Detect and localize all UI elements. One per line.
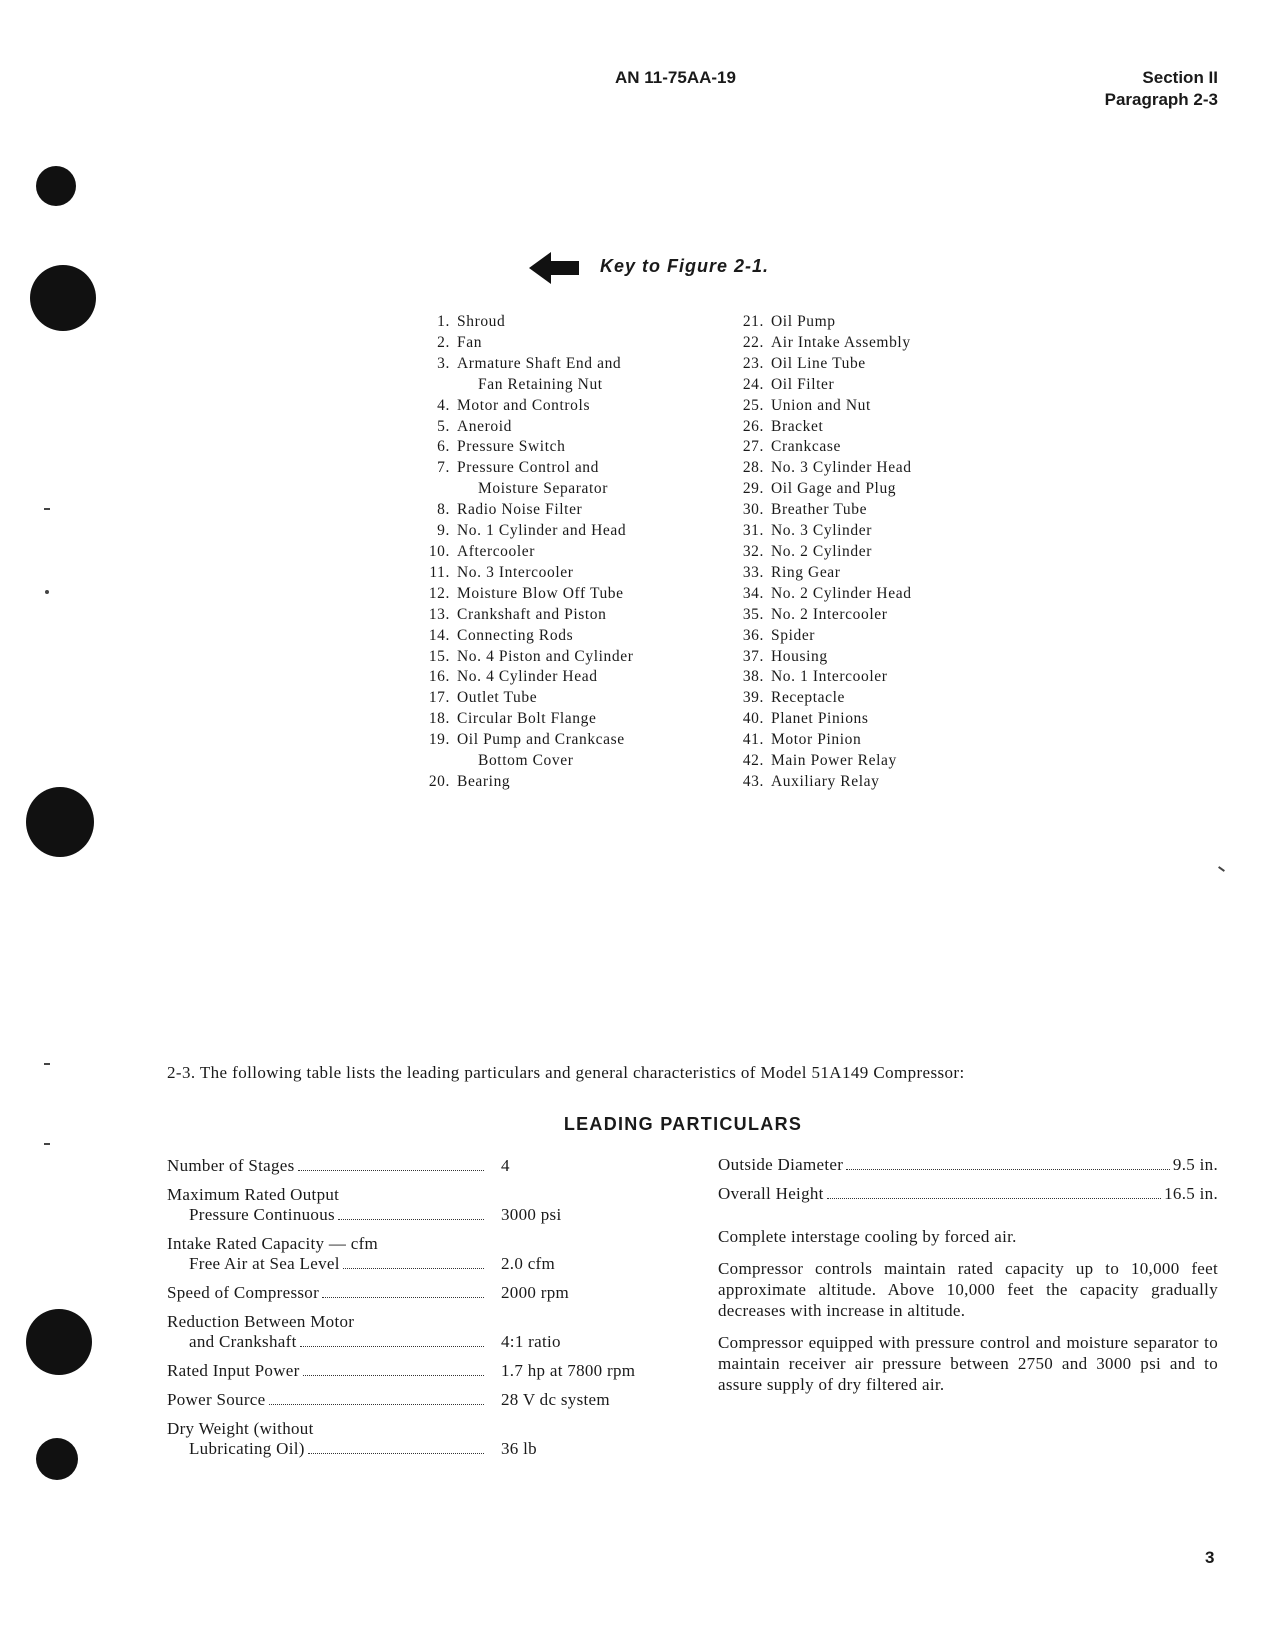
spec-row: Overall Height 16.5 in. xyxy=(718,1184,1218,1203)
list-item: 22. Air Intake Assembly xyxy=(742,333,911,351)
list-item: 27. Crankcase xyxy=(742,438,841,456)
punch-hole xyxy=(30,265,96,331)
characteristic-paragraph: Complete interstage cooling by forced air. xyxy=(718,1227,1017,1246)
list-item: 25. Union and Nut xyxy=(742,396,871,414)
dot-leader xyxy=(269,1403,485,1405)
list-item: 19. Oil Pump and Crankcase xyxy=(428,731,625,749)
key-list-left xyxy=(416,312,736,793)
list-item: 23. Oil Line Tube xyxy=(742,354,866,372)
list-item: 30. Breather Tube xyxy=(742,501,868,519)
list-item: 7. Pressure Control and xyxy=(437,459,600,477)
list-item: 20. Bearing xyxy=(428,772,511,790)
list-item: 35. No. 2 Intercooler xyxy=(742,605,888,623)
list-item: 21. Oil Pump xyxy=(742,313,836,330)
dot-leader xyxy=(298,1169,484,1171)
list-item: 12. Moisture Blow Off Tube xyxy=(428,584,624,602)
list-item: 16. No. 4 Cylinder Head xyxy=(428,668,598,686)
key-title: Key to Figure 2-1. xyxy=(600,256,770,276)
arrow-left-icon xyxy=(529,250,581,286)
dot-leader xyxy=(322,1296,484,1298)
paragraph-label: Paragraph 2-3 xyxy=(1104,90,1218,109)
list-item-continuation: Moisture Separator xyxy=(478,480,609,498)
dot-leader xyxy=(343,1267,484,1269)
list-item: 29. Oil Gage and Plug xyxy=(742,480,897,498)
list-item: 26. Bracket xyxy=(742,417,824,435)
list-item: 6. Pressure Switch xyxy=(437,438,566,456)
punch-hole xyxy=(26,787,94,857)
list-item: 2. Fan xyxy=(437,333,483,351)
list-item: 42. Main Power Relay xyxy=(742,752,897,770)
list-item: 3. Armature Shaft End and xyxy=(437,354,622,372)
list-item: 28. No. 3 Cylinder Head xyxy=(742,459,912,477)
particulars-right xyxy=(718,1155,1218,1395)
key-list-right xyxy=(730,312,1030,793)
scan-mark xyxy=(44,1143,50,1145)
list-item: 39. Receptacle xyxy=(742,689,845,707)
dot-leader xyxy=(338,1218,484,1220)
list-item: 4. Motor and Controls xyxy=(437,396,591,414)
list-item: 33. Ring Gear xyxy=(742,563,841,581)
list-item: 11. No. 3 Intercooler xyxy=(429,563,574,581)
list-item: 8. Radio Noise Filter xyxy=(437,501,583,519)
table-row: Dry Weight (without Lubricating Oil) 36 lb xyxy=(167,1419,537,1458)
list-item: 10. Aftercooler xyxy=(428,542,536,560)
section-label: Section II xyxy=(1142,68,1218,87)
page-number: 3 xyxy=(1205,1548,1215,1567)
spec-row: Outside Diameter 9.5 in. xyxy=(718,1155,1218,1174)
list-item: 13. Crankshaft and Piston xyxy=(428,605,607,623)
list-item: 43. Auxiliary Relay xyxy=(742,772,880,790)
intro-paragraph: 2-3. The following table lists the leading particulars and general characteristics of Model 51A149 Compressor: xyxy=(167,1063,965,1082)
scan-mark xyxy=(1218,866,1225,872)
table-row: Rated Input Power 1.7 hp at 7800 rpm xyxy=(167,1361,636,1380)
doc-number: AN 11-75AA-19 xyxy=(615,68,736,87)
dot-leader xyxy=(300,1345,484,1347)
dot-leader xyxy=(827,1197,1161,1199)
list-item-continuation: Bottom Cover xyxy=(478,752,574,770)
punch-hole xyxy=(36,166,76,206)
table-row: Number of Stages 4 xyxy=(167,1156,510,1175)
list-item: 31. No. 3 Cylinder xyxy=(742,522,872,540)
list-item: 9. No. 1 Cylinder and Head xyxy=(437,522,627,540)
list-item-continuation: Fan Retaining Nut xyxy=(478,375,603,393)
table-row: Reduction Between Motor and Crankshaft 4:1 ratio xyxy=(167,1312,561,1351)
punch-hole xyxy=(36,1438,78,1480)
section-title: LEADING PARTICULARS xyxy=(563,1114,803,1134)
list-item: 24. Oil Filter xyxy=(742,375,835,393)
list-item: 14. Connecting Rods xyxy=(428,626,574,644)
dot-leader xyxy=(846,1168,1170,1170)
list-item: 34. No. 2 Cylinder Head xyxy=(742,584,912,602)
list-item: 37. Housing xyxy=(742,647,828,665)
list-item: 15. No. 4 Piston and Cylinder xyxy=(428,647,634,665)
table-row: Power Source 28 V dc system xyxy=(167,1390,610,1409)
list-item: 32. No. 2 Cylinder xyxy=(742,542,872,560)
list-item: 18. Circular Bolt Flange xyxy=(428,710,597,728)
table-row: Maximum Rated Output Pressure Continuous 3000 psi xyxy=(167,1185,562,1224)
dot-leader xyxy=(308,1452,484,1454)
dot-leader xyxy=(303,1374,484,1376)
punch-hole xyxy=(26,1309,92,1375)
scan-mark xyxy=(44,1063,50,1065)
list-item: 36. Spider xyxy=(742,626,816,644)
list-item: 17. Outlet Tube xyxy=(428,689,538,707)
scan-mark xyxy=(45,590,49,594)
list-item: 1. Shroud xyxy=(437,313,506,330)
table-row: Intake Rated Capacity — cfm Free Air at Sea Level 2.0 cfm xyxy=(167,1234,556,1273)
list-item: 40. Planet Pinions xyxy=(742,710,869,728)
table-row: Speed of Compressor 2000 rpm xyxy=(167,1283,570,1302)
scan-mark xyxy=(44,508,50,510)
characteristic-paragraph: Compressor controls maintain rated capacity up to 10,000 feet approximate altitude. Above 10,000 feet the capacity gradually decreases with increase in altitude. xyxy=(718,1259,1218,1320)
list-item: 41. Motor Pinion xyxy=(742,731,862,749)
list-item: 38. No. 1 Intercooler xyxy=(742,668,888,686)
characteristic-paragraph: Compressor equipped with pressure control and moisture separator to maintain receiver air pressure between 2750 and 3000 psi and to assure supply of dry filtered air. xyxy=(718,1333,1218,1394)
list-item: 5. Aneroid xyxy=(437,417,512,435)
particulars-table xyxy=(167,1156,727,1459)
